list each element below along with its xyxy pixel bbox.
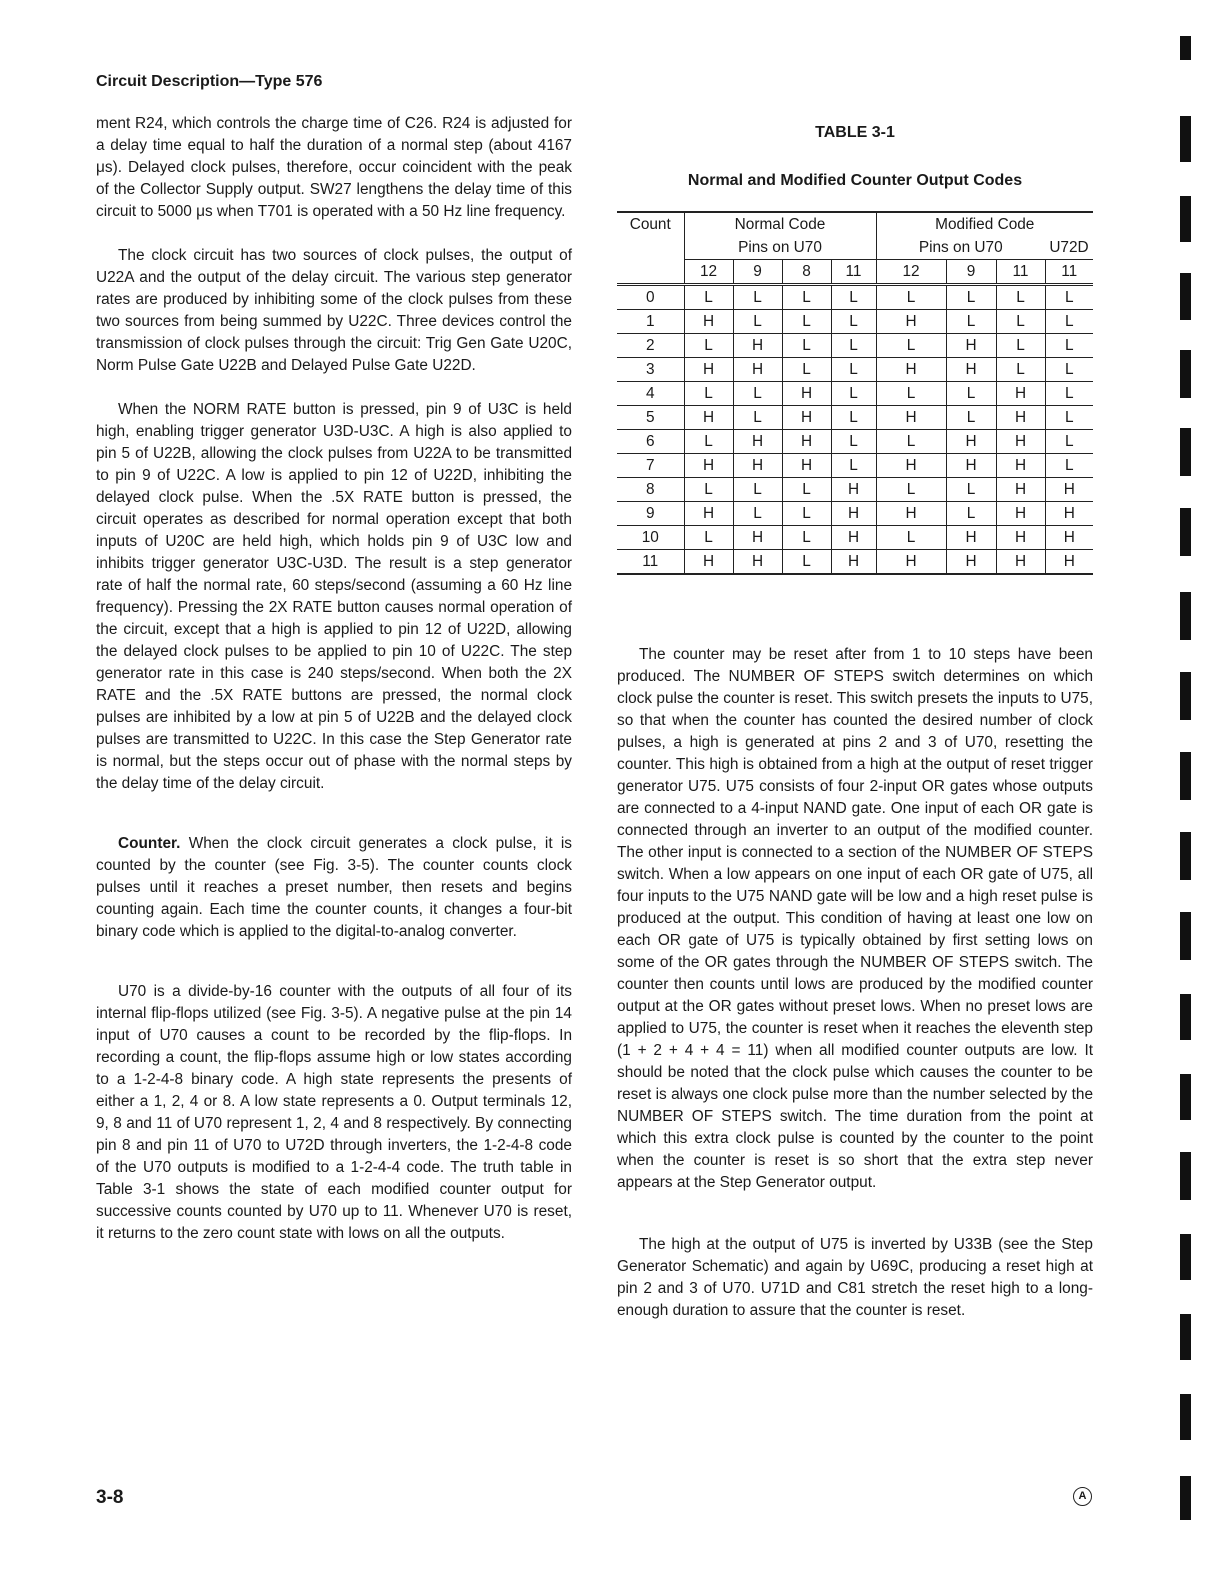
code-cell: L: [876, 526, 946, 550]
code-cell: H: [782, 430, 831, 454]
binder-mark: [1180, 273, 1191, 320]
code-cell: L: [782, 550, 831, 575]
code-cell: L: [876, 334, 946, 358]
code-cell: H: [733, 550, 782, 575]
code-cell: L: [1045, 334, 1093, 358]
binder-mark: [1180, 994, 1191, 1040]
table-number: TABLE 3-1: [815, 124, 895, 141]
binder-mark: [1180, 1314, 1191, 1360]
code-cell: H: [733, 358, 782, 382]
code-cell: L: [684, 526, 733, 550]
code-cell: L: [782, 478, 831, 502]
table-body: [617, 285, 1093, 575]
binder-mark: [1180, 508, 1191, 556]
code-cell: L: [1045, 310, 1093, 334]
code-cell: L: [684, 478, 733, 502]
code-cell: L: [782, 502, 831, 526]
code-cell: L: [733, 478, 782, 502]
code-cell: H: [684, 310, 733, 334]
code-cell: H: [876, 358, 946, 382]
table-row: [617, 285, 1093, 310]
binder-mark: [1180, 196, 1191, 242]
code-cell: L: [946, 406, 996, 430]
code-cell: L: [946, 382, 996, 406]
code-cell: H: [782, 406, 831, 430]
code-cell: H: [996, 502, 1045, 526]
binder-mark: [1180, 1074, 1191, 1120]
code-cell: H: [946, 454, 996, 478]
code-cell: L: [996, 358, 1045, 382]
code-cell: H: [782, 382, 831, 406]
code-cell: L: [996, 310, 1045, 334]
code-cell: L: [684, 285, 733, 310]
code-cell: L: [733, 382, 782, 406]
code-cell: L: [684, 430, 733, 454]
code-cell: H: [996, 526, 1045, 550]
binder-mark: [1180, 428, 1191, 476]
counter-heading: Counter.: [118, 835, 181, 852]
code-cell: H: [946, 430, 996, 454]
normal-pins-label: Pins on U70: [684, 236, 876, 260]
code-cell: H: [876, 454, 946, 478]
code-cell: H: [996, 406, 1045, 430]
code-cell: L: [876, 285, 946, 310]
body-paragraph: U70 is a divide-by-16 counter with the outputs of all four of its internal flip-flops utilized (see Fig. 3-5). A negative pulse at the pin 14 input of U70 causes a count to be recorded by the flip-flops. In recording a count, the flip-flops assume high or low states according to a 1-2-4-8 binary code. A high state represents the presents of either a 1, 2, 4 or 8. A low state represents a 0. Output terminals 12, 9, 8 and 11 of U70 represent 1, 2, 4 and 8 respectively. By connecting pin 8 and pin 11 of U70 to U72D through inverters, the 1-2-4-8 code of the U70 outputs is modified to a 1-2-4-4 code. The truth table in Table 3-1 shows the state of each modified counter output for successive counts counted by U70 up to 11. Whenever U70 is reset, it returns to the zero count state with lows on all the outputs.: [96, 983, 572, 1242]
code-cell: H: [684, 454, 733, 478]
code-cell: L: [1045, 406, 1093, 430]
table-row: [617, 526, 1093, 550]
code-cell: H: [1045, 526, 1093, 550]
pin-number: 8: [782, 260, 831, 285]
count-cell: 6: [617, 430, 684, 454]
code-cell: H: [1045, 478, 1093, 502]
code-cell: L: [782, 526, 831, 550]
count-cell: 8: [617, 478, 684, 502]
code-cell: H: [782, 454, 831, 478]
code-cell: L: [831, 310, 876, 334]
code-cell: L: [831, 285, 876, 310]
code-cell: L: [996, 334, 1045, 358]
code-cell: H: [996, 454, 1045, 478]
modified-code-header: Modified Code: [876, 212, 1093, 236]
code-cell: L: [946, 310, 996, 334]
code-cell: H: [831, 478, 876, 502]
code-cell: L: [1045, 285, 1093, 310]
code-cell: L: [733, 502, 782, 526]
code-cell: H: [1045, 550, 1093, 575]
code-cell: L: [876, 430, 946, 454]
code-cell: H: [831, 502, 876, 526]
code-cell: H: [684, 502, 733, 526]
table-row: [617, 334, 1093, 358]
body-paragraph: The high at the output of U75 is inverted by U33B (see the Step Generator Schematic) and again by U69C, producing a reset high at pin 2 and 3 of U70. U71D and C81 stretch the reset high to a long-enough duration to assure that the counter is reset.: [617, 1236, 1093, 1319]
count-cell: 7: [617, 454, 684, 478]
count-cell: 0: [617, 285, 684, 310]
code-cell: H: [876, 406, 946, 430]
code-cell: H: [684, 358, 733, 382]
body-paragraph: The clock circuit has two sources of clock pulses, the output of U22A and the output of the delay circuit. The various step generator rates are produced by inhibiting some of the clock pulses from these two sources from being summed by U22C. Three devices control the transmission of clock pulses through the circuit: Trig Gen Gate U20C, Norm Pulse Gate U22B and Delayed Pulse Gate U22D.: [96, 247, 572, 374]
code-cell: L: [831, 454, 876, 478]
pin-number-row: [617, 260, 1093, 285]
binder-mark: [1180, 752, 1191, 800]
code-cell: L: [733, 310, 782, 334]
code-cell: H: [946, 358, 996, 382]
table-row: [617, 430, 1093, 454]
code-cell: H: [996, 382, 1045, 406]
binder-mark: [1180, 1152, 1191, 1200]
code-cell: L: [684, 334, 733, 358]
code-cell: L: [831, 382, 876, 406]
count-cell: 3: [617, 358, 684, 382]
code-cell: L: [1045, 454, 1093, 478]
count-header: Count: [617, 212, 684, 236]
counter-paragraph: [96, 833, 572, 943]
count-cell: 4: [617, 382, 684, 406]
code-cell: H: [733, 526, 782, 550]
binder-mark: [1180, 36, 1191, 60]
counter-text: When the clock circuit generates a clock pulse, it is counted by the counter (see Fig. 3-5). The counter counts clock pulses until it reaches a preset number, then resets and begins counting again. Each time the counter counts, it changes a four-bit binary code which is applied to the digital-to-analog converter.: [96, 835, 572, 940]
count-cell: 9: [617, 502, 684, 526]
code-cell: H: [946, 550, 996, 575]
left-text-column: [96, 113, 572, 1267]
code-cell: L: [1045, 430, 1093, 454]
code-cell: L: [831, 334, 876, 358]
code-cell: L: [1045, 382, 1093, 406]
binder-mark: [1180, 1476, 1191, 1520]
normal-code-header: Normal Code: [684, 212, 876, 236]
modified-pins-label: Pins on U70: [876, 236, 1045, 260]
code-cell: L: [782, 358, 831, 382]
running-header: Circuit Description—Type 576: [96, 73, 323, 90]
body-paragraph: The counter may be reset after from 1 to 10 steps have been produced. The NUMBER OF STEPS switch determines on which clock pulse the counter is reset. This switch presets the inputs to U75, so that when the counter has counted the desired number of clock pulses, a high is generated at pins 2 and 3 of U70, resetting the counter. This high is obtained from a high at the output of reset trigger generator U75. U75 consists of four 2-input OR gates whose outputs are connected to a 4-input NAND gate. One input of each OR gate is connected through an inverter to an output of the modified counter. The other input is connected to a section of the NUMBER OF STEPS switch. When a low appears on one input of each OR gate of U75, all four inputs to the U75 NAND gate will be low and a high reset pulse is produced at the output. This condition of having at least one low on each OR gate of U75 is typically obtained by first setting lows on some of the OR gates through the NUMBER OF STEPS switch. The counter then counts until lows are produced by the modified counter output at the OR gates without preset lows. When no preset lows are applied to U75, the counter is reset when it reaches the eleventh step (1 + 2 + 4 + 4 = 11) when all modified counter outputs are low. It should be noted that the clock pulse which causes the counter to be reset is always one clock pulse more than the number selected by the NUMBER OF STEPS switch. The time duration from the point at which this extra clock pulse is counted by the counter to the point when the counter is reset is so short that the extra step never appears at the Step Generator output.: [617, 646, 1093, 1191]
code-cell: H: [946, 334, 996, 358]
count-cell: 10: [617, 526, 684, 550]
code-cell: H: [996, 478, 1045, 502]
code-cell: H: [831, 550, 876, 575]
code-cell: H: [996, 550, 1045, 575]
code-cell: H: [733, 430, 782, 454]
pin-number: 9: [946, 260, 996, 285]
code-cell: L: [876, 382, 946, 406]
table-row: [617, 454, 1093, 478]
count-cell: 5: [617, 406, 684, 430]
code-cell: L: [946, 285, 996, 310]
table-row: [617, 358, 1093, 382]
code-cell: H: [876, 550, 946, 575]
code-cell: H: [946, 526, 996, 550]
table-row: [617, 550, 1093, 575]
binder-mark: [1180, 1394, 1191, 1440]
code-cell: L: [684, 382, 733, 406]
binder-mark: [1180, 832, 1191, 880]
code-cell: H: [996, 430, 1045, 454]
revision-mark: A: [1073, 1487, 1092, 1506]
table-row: [617, 310, 1093, 334]
page-number: 3-8: [96, 1487, 124, 1508]
code-cell: H: [733, 454, 782, 478]
pin-number: 12: [876, 260, 946, 285]
pin-number: 12: [684, 260, 733, 285]
code-cell: H: [733, 334, 782, 358]
pin-number: 9: [733, 260, 782, 285]
count-cell: 2: [617, 334, 684, 358]
code-cell: L: [831, 406, 876, 430]
pin-number: 11: [831, 260, 876, 285]
table-row: [617, 406, 1093, 430]
binder-mark: [1180, 350, 1191, 398]
code-cell: L: [733, 406, 782, 430]
binder-mark: [1180, 592, 1191, 640]
code-cell: H: [876, 502, 946, 526]
right-text-column: [617, 644, 1093, 1344]
table-header-row: [617, 212, 1093, 236]
pin-number: 11: [1045, 260, 1093, 285]
table-row: [617, 478, 1093, 502]
pins-label-row: [617, 236, 1093, 260]
count-cell: 11: [617, 550, 684, 575]
code-cell: H: [684, 550, 733, 575]
code-cell: L: [733, 285, 782, 310]
code-cell: H: [1045, 502, 1093, 526]
binder-mark: [1180, 672, 1191, 720]
code-cell: L: [782, 285, 831, 310]
code-cell: L: [831, 430, 876, 454]
table-row: [617, 502, 1093, 526]
binder-mark: [1180, 912, 1191, 960]
table-title: Normal and Modified Counter Output Codes: [687, 172, 1023, 189]
counter-codes-table: [617, 211, 1093, 575]
code-cell: L: [946, 478, 996, 502]
code-cell: L: [876, 478, 946, 502]
u72d-label: U72D: [1049, 239, 1089, 256]
code-cell: H: [684, 406, 733, 430]
count-cell: 1: [617, 310, 684, 334]
code-cell: L: [996, 285, 1045, 310]
code-cell: H: [831, 526, 876, 550]
code-cell: H: [876, 310, 946, 334]
code-cell: L: [782, 310, 831, 334]
code-cell: L: [946, 502, 996, 526]
binder-mark: [1180, 116, 1191, 162]
pin-number: 11: [996, 260, 1045, 285]
body-paragraph: When the NORM RATE button is pressed, pin 9 of U3C is held high, enabling trigger generator U3D-U3C. A high is also applied to pin 5 of U22B, allowing the clock pulses from U22A to be transmitted to pin 9 of U22C. A low is applied to pin 12 of U22D, inhibiting the delayed clock pulse. When the .5X RATE button is pressed, the circuit operates as described for normal operation except that both inputs of U20C are held high, which holds pin 9 of U3C low and inhibits trigger generator U3C-U3D. The result is a step generator rate of half the normal rate, 60 steps/second (assuming a 60 Hz line frequency). Pressing the 2X RATE button causes normal operation of the circuit, except that a high is applied to pin 12 of U22D, allowing the delayed clock pulses to be applied to pin 10 of U22C. The step generator rate in this case is 240 steps/second. When both the 2X RATE and the .5X RATE buttons are pressed, the normal clock pulses are inhibited by a low at pin 5 of U22B and the delayed clock pulses are transmitted to U22C. In this case the Step Generator rate is normal, but the steps occur out of phase with the normal steps by the delay time of the delay circuit.: [96, 401, 572, 792]
table-row: [617, 382, 1093, 406]
code-cell: L: [831, 358, 876, 382]
binder-mark: [1180, 1234, 1191, 1280]
body-paragraph: ment R24, which controls the charge time of C26. R24 is adjusted for a delay time equal to half the duration of a normal step (about 4167 μs). Delayed clock pulses, therefore, occur coincident with the peak of the Collector Supply output. SW27 lengthens the delay time of this circuit to 5000 μs when T701 is operated with a 50 Hz line frequency.: [96, 115, 572, 220]
code-cell: L: [782, 334, 831, 358]
code-cell: L: [1045, 358, 1093, 382]
